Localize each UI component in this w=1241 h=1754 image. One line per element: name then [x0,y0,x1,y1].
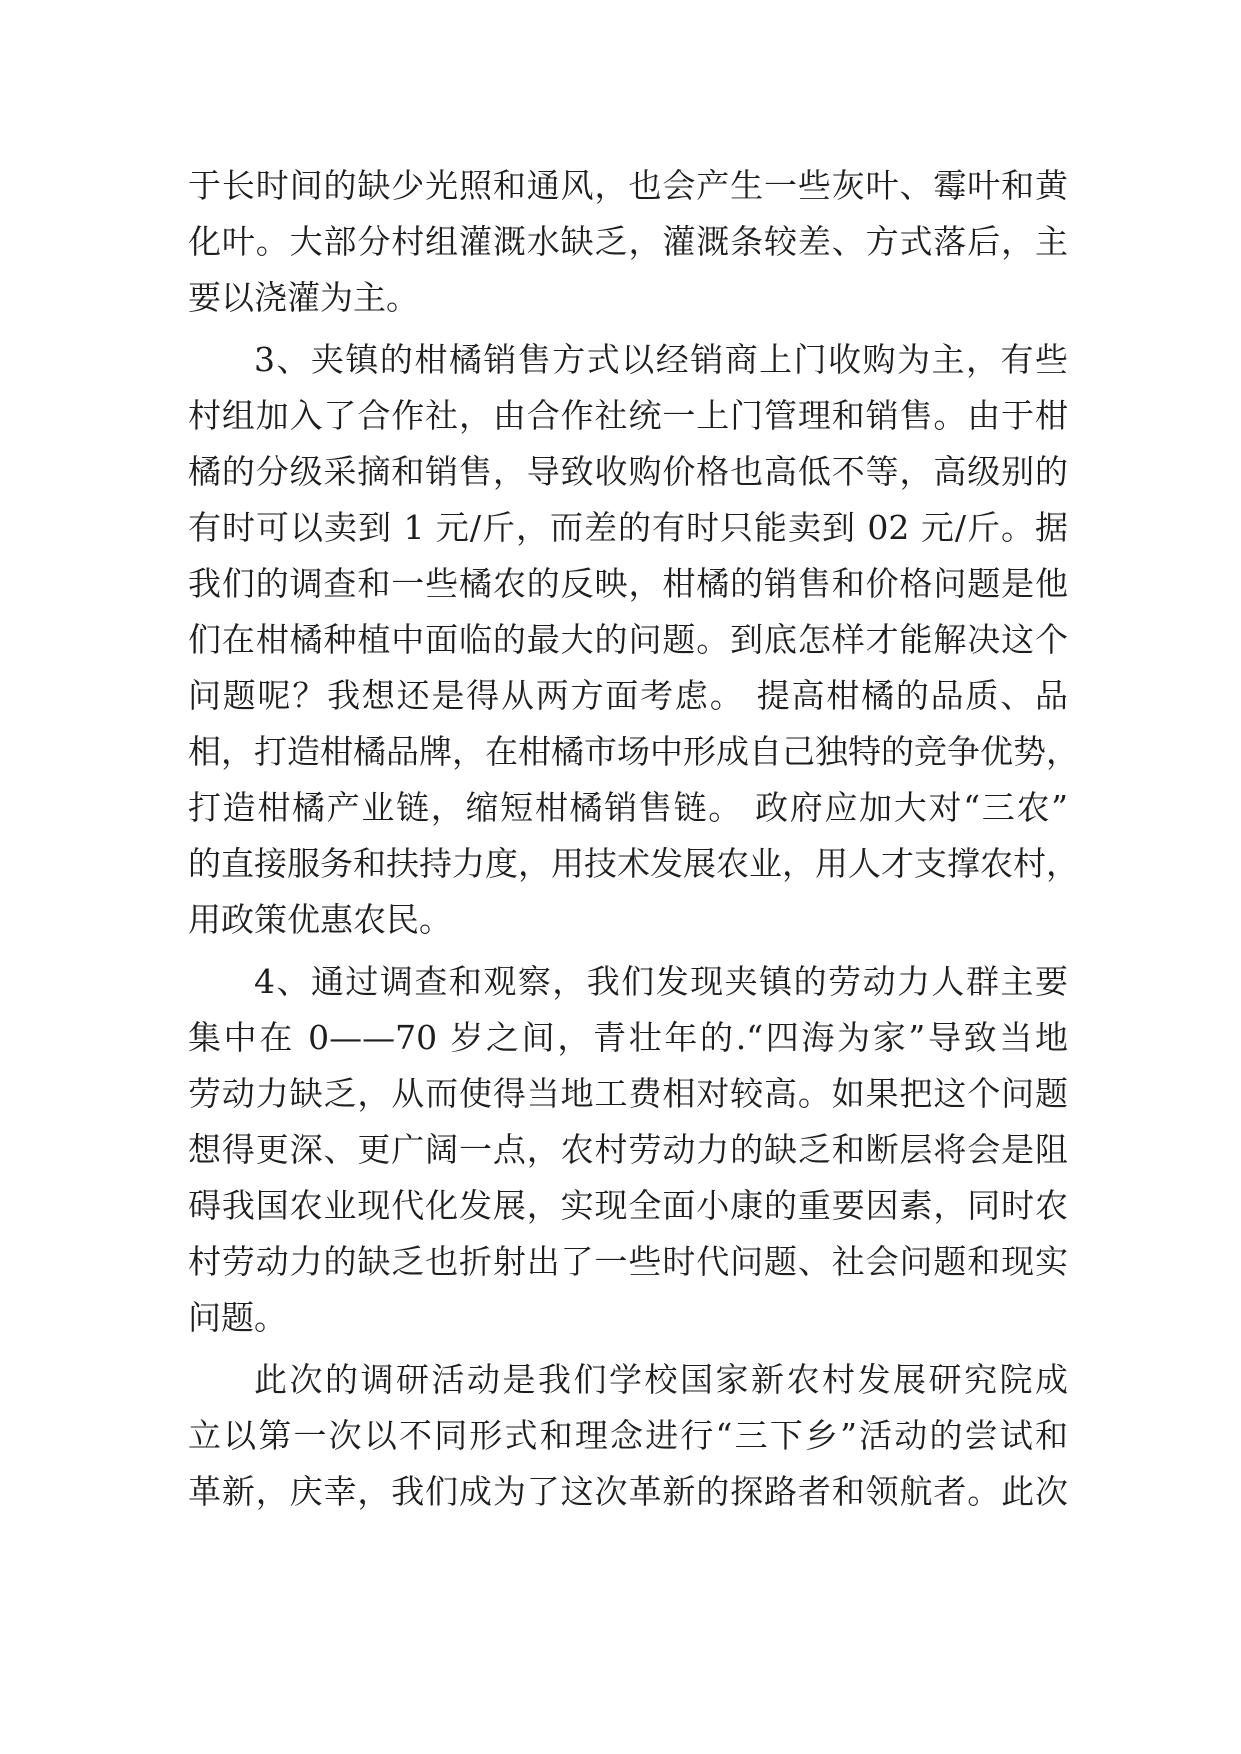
text-line: 想得更深、更广阔一点，农村劳动力的缺乏和断层将会是阻 [188,1130,1068,1169]
text-line: 立以第一次以不同形式和理念进行“三下乡”活动的尝试和 [188,1416,1068,1455]
text-line: 革新，庆幸，我们成为了这次革新的探路者和领航者。此次 [188,1472,1068,1511]
document-body [188,158,1079,1520]
text-line: 我们的调查和一些橘农的反映，柑橘的销售和价格问题是他 [188,564,1068,603]
text-line: 要以浇灌为主。 [188,278,419,317]
text-line: 橘的分级采摘和销售，导致收购价格也高低不等，高级别的 [188,452,1068,491]
text-line: 村劳动力的缺乏也折射出了一些时代问题、社会问题和现实 [188,1242,1068,1281]
text-line: 村组加入了合作社，由合作社统一上门管理和销售。由于柑 [188,396,1068,435]
text-line: 于长时间的缺少光照和通风，也会产生一些灰叶、霉叶和黄 [188,166,1068,205]
text-line: 们在柑橘种植中面临的最大的问题。到底怎样才能解决这个 [188,620,1068,659]
text-line: 的直接服务和扶持力度，用技术发展农业，用人才支撑农村， [188,844,1079,883]
paragraph-2 [188,332,1079,948]
text-line: 用政策优惠农民。 [188,900,452,939]
text-line: 化叶。大部分村组灌溉水缺乏，灌溉条较差、方式落后，主 [188,222,1068,261]
paragraph-4 [188,1352,1068,1520]
paragraph-3 [188,954,1068,1346]
text-line: 3、夹镇的柑橘销售方式以经销商上门收购为主，有些 [254,340,1068,379]
text-line: 有时可以卖到 1 元/斤，而差的有时只能卖到 02 元/斤。据 [188,508,1068,547]
paragraph-1 [188,158,1068,326]
text-line: 集中在 0——70 岁之间，青壮年的.“四海为家”导致当地 [188,1018,1068,1057]
text-line: 打造柑橘产业链，缩短柑橘销售链。 政府应加大对“三农” [188,788,1068,827]
text-line: 碍我国农业现代化发展，实现全面小康的重要因素，同时农 [188,1186,1068,1225]
text-line: 问题呢？我想还是得从两方面考虑。 提高柑橘的品质、品 [188,676,1068,715]
text-line: 问题。 [188,1298,287,1337]
text-line: 相，打造柑橘品牌，在柑橘市场中形成自己独特的竞争优势， [188,732,1079,771]
text-line: 此次的调研活动是我们学校国家新农村发展研究院成 [254,1360,1068,1399]
text-line: 4、通过调查和观察，我们发现夹镇的劳动力人群主要 [254,962,1068,1001]
text-line: 劳动力缺乏，从而使得当地工费相对较高。如果把这个问题 [188,1074,1068,1113]
